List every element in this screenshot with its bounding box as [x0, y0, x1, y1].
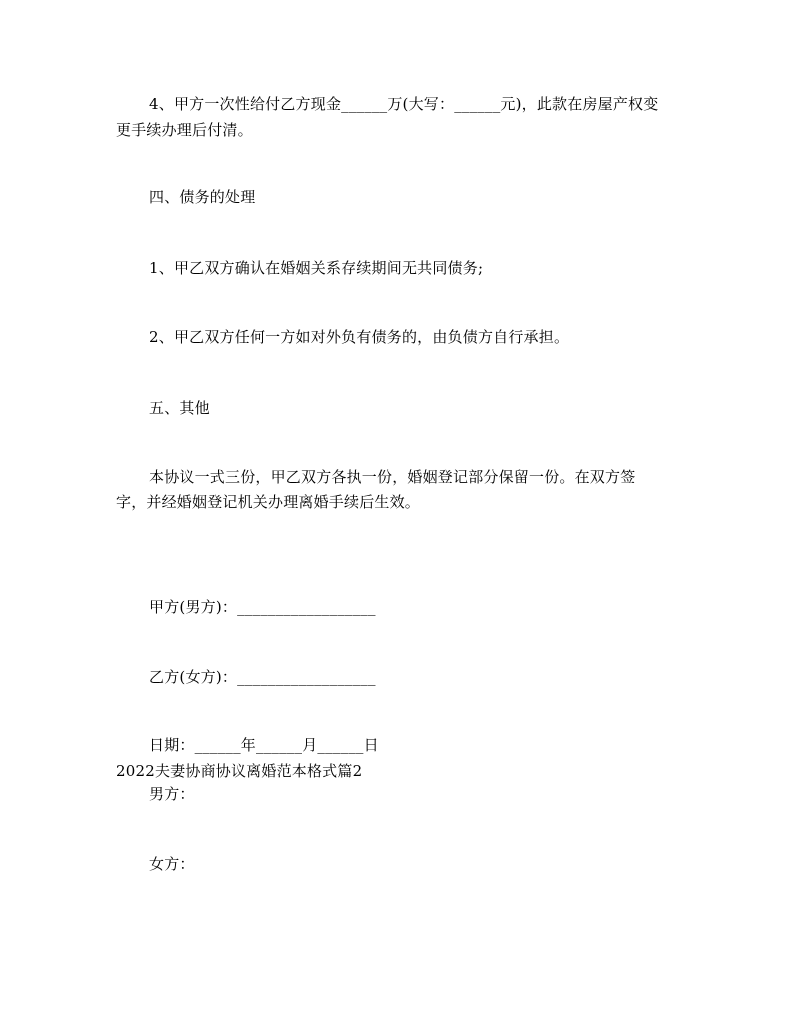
- section-4-heading: 四、债务的处理: [149, 188, 256, 206]
- woman-label: 女方：: [149, 855, 195, 873]
- section-5-heading: 五、其他: [149, 399, 210, 417]
- other-clause-line-2: 字，并经婚姻登记机关办理离婚手续后生效。: [116, 493, 421, 511]
- party-b-signature: 乙方(女方)：__________________: [149, 668, 376, 686]
- date-line: 日期：______年______月______日: [149, 736, 379, 754]
- debt-clause-2: 2、甲乙双方任何一方如对外负有债务的，由负债方自行承担。: [149, 328, 570, 346]
- other-clause-line-1: 本协议一式三份，甲乙双方各执一份，婚姻登记部分保留一份。在双方签: [149, 468, 636, 486]
- debt-clause-1: 1、甲乙双方确认在婚姻关系存续期间无共同债务;: [149, 259, 484, 277]
- payment-clause-line-2: 更手续办理后付清。: [116, 121, 253, 139]
- payment-clause-line-1: 4、甲方一次性给付乙方现金______万(大写：______元)，此款在房屋产权变: [149, 95, 659, 113]
- next-document-title: 2022夫妻协商协议离婚范本格式篇2: [116, 762, 363, 780]
- man-label: 男方：: [149, 785, 195, 803]
- party-a-signature: 甲方(男方)：__________________: [149, 598, 376, 616]
